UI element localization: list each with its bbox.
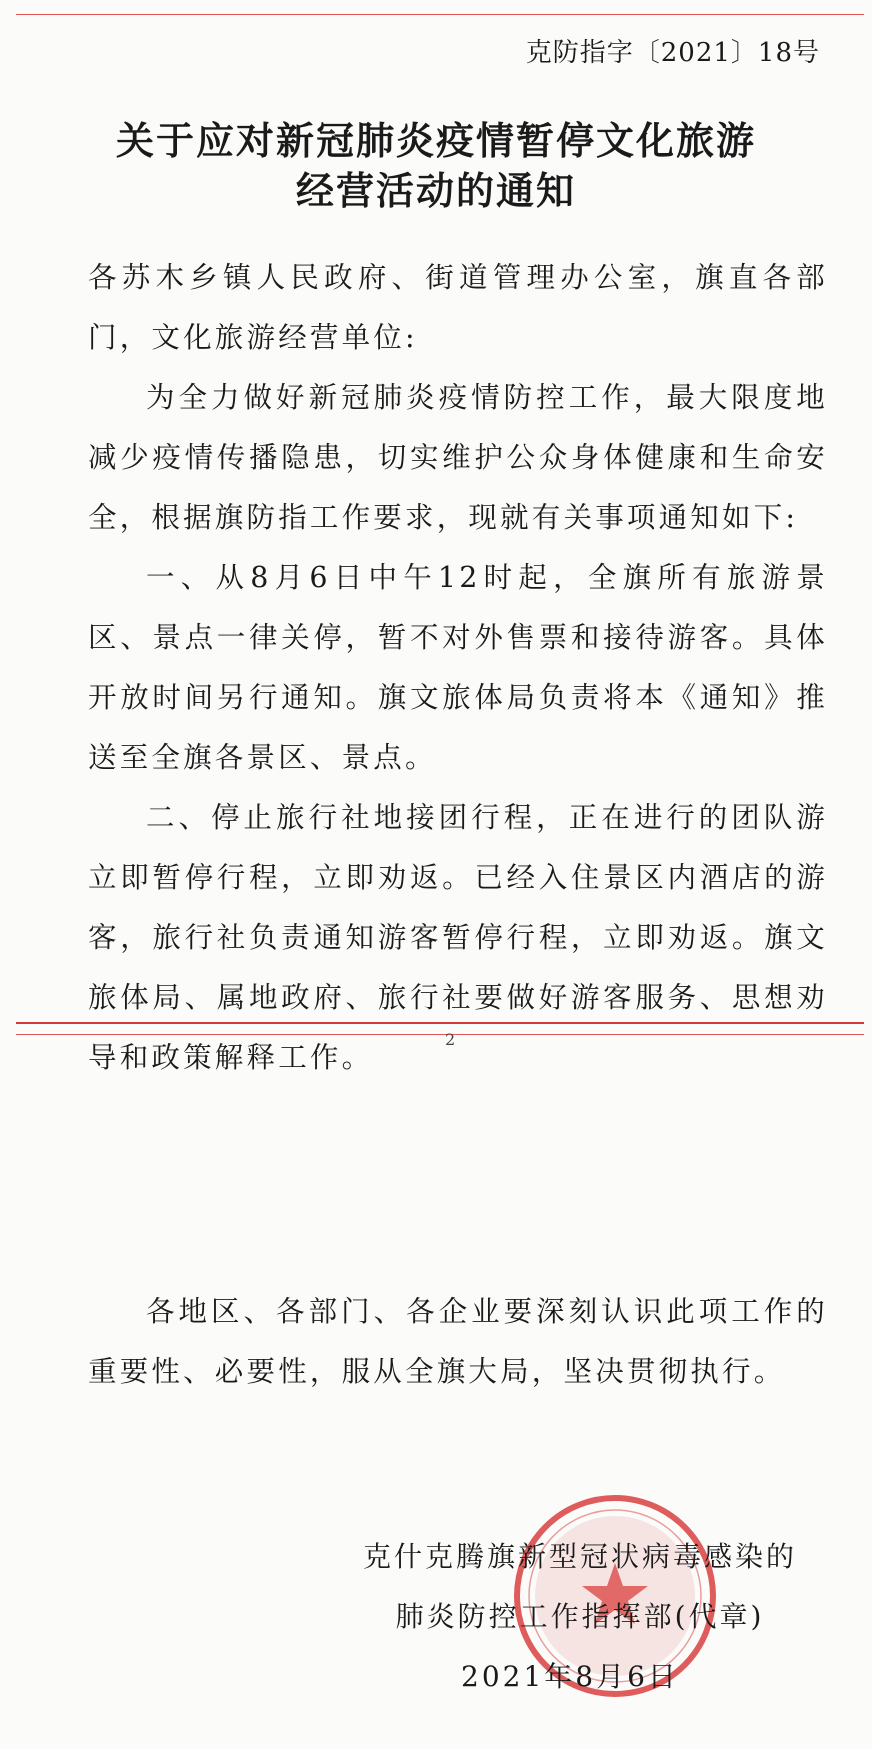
intro-paragraph: 为全力做好新冠肺炎疫情防控工作，最大限度地减少疫情传播隐患，切实维护公众身体健康和生命安全，根据旗防指工作要求，现就有关事项通知如下: (88, 381, 828, 534)
signature-date: 2021年8月6日 (461, 1660, 679, 1693)
top-red-rule (16, 14, 864, 15)
addressee: 各苏木乡镇人民政府、街道管理办公室，旗直各部门，文化旅游经营单位: (88, 261, 828, 354)
page-number: 2 (445, 1030, 456, 1049)
closing-paragraph: 各地区、各部门、各企业要深刻认识此项工作的重要性、必要性，服从全旗大局，坚决贯彻执行。 (88, 1295, 828, 1388)
title-line-2: 经营活动的通知 (295, 168, 576, 213)
document-number: 克防指字〔2021〕18号 (525, 38, 820, 68)
signature-line-1: 克什克腾旗新型冠状病毒感染的 (362, 1540, 797, 1573)
item-1-paragraph: 一、从8月6日中午12时起，全旗所有旅游景区、景点一律关停，暂不对外售票和接待游客。具体开放时间另行通知。旗文旅体局负责将本《通知》推送至全旗各景区、景点。 (88, 561, 828, 774)
signature-line-2: 肺炎防控工作指挥部(代章) (395, 1600, 765, 1633)
item-2-paragraph: 二、停止旅行社地接团行程，正在进行的团队游立即暂停行程，立即劝返。已经入住景区内酒店的游客，旅行社负责通知游客暂停行程，立即劝返。旗文旅体局、属地政府、旅行社要做好游客服务、思想劝导和政策解释工作。 (88, 801, 828, 1074)
page-divider-rule-2 (16, 1034, 864, 1035)
page-divider-rule (16, 1022, 864, 1024)
title-line-1: 关于应对新冠肺炎疫情暂停文化旅游 (115, 118, 756, 163)
